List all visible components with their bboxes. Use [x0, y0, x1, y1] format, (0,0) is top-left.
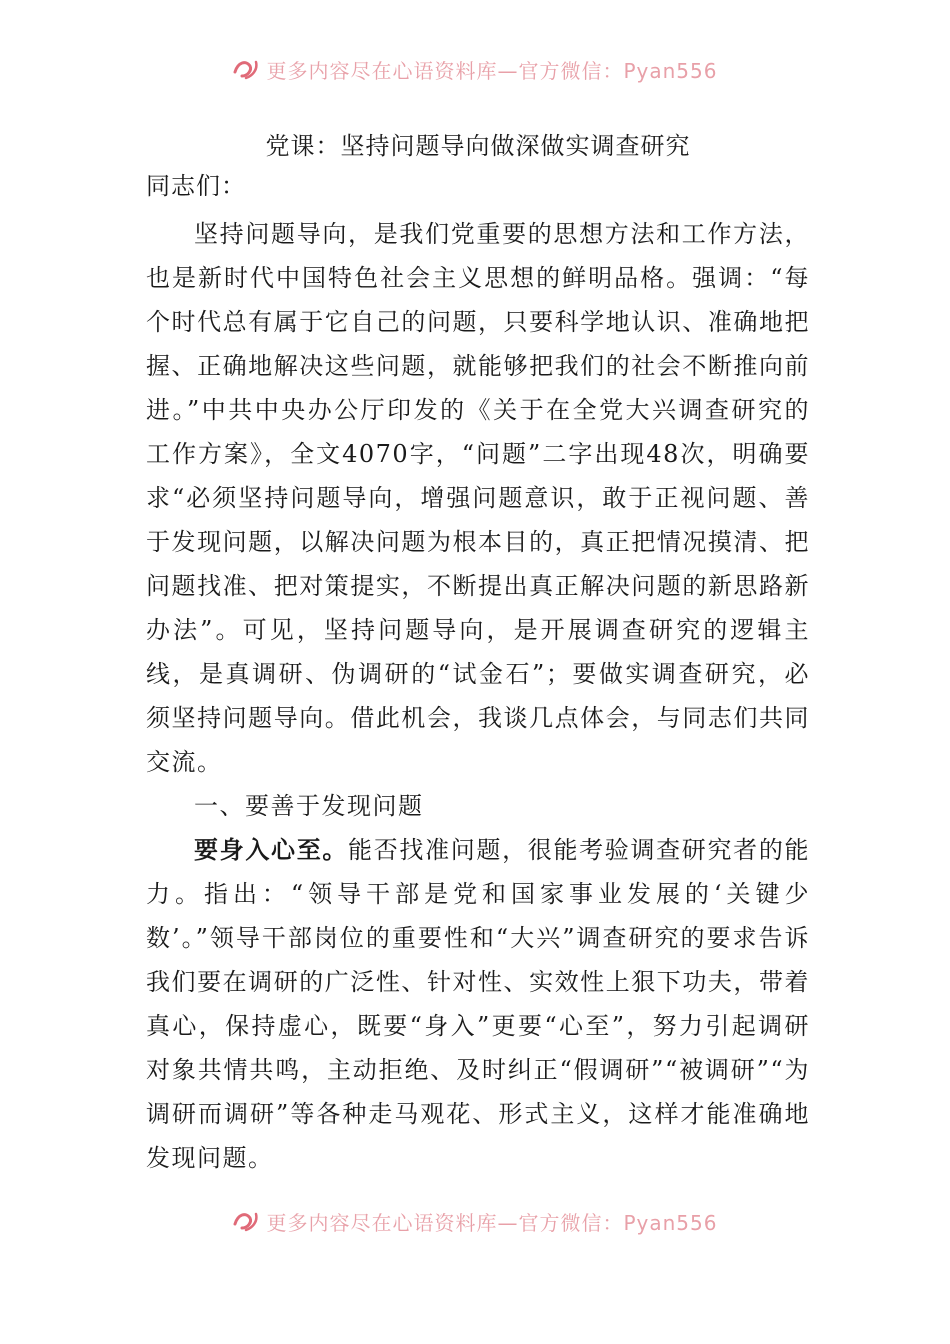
watermark-logo-icon [232, 58, 260, 80]
paragraph-section-1 [146, 828, 810, 1180]
watermark-header [0, 54, 950, 84]
section-1-body: 能否找准问题，很能考验调查研究者的能力。指出：“领导干部是党和国家事业发展的‘关键少数’。”领导干部岗位的重要性和“大兴”调查研究的要求告诉我们要在调研的广泛性、针对性、实效性上狠下功夫，带着真心，保持虚心，既要“身入”更要“心至”，努力引起调研对象共情共鸣，主动拒绝、及时纠正“假调研”“被调研”“为调研而调研”等各种走马观花、形式主义，这样才能准确地发现问题。 [146, 836, 811, 1172]
section-1-lead: 要身入心至。 [194, 835, 349, 864]
watermark-logo-icon [232, 1210, 260, 1232]
watermark-footer [0, 1206, 950, 1236]
document-title: 党课：坚持问题导向做深做实调查研究 [265, 132, 691, 160]
document-body [146, 126, 810, 1180]
section-heading-1: 一、要善于发现问题 [194, 792, 424, 820]
salutation: 同志们： [146, 172, 246, 200]
watermark-text: 更多内容尽在心语资料库—官方微信：Pyan556 [266, 1210, 718, 1235]
paragraph-intro: 坚持问题导向，是我们党重要的思想方法和工作方法，也是新时代中国特色社会主义思想的鲜明品格。强调：“每个时代总有属于它自己的问题，只要科学地认识、准确地把握、正确地解决这些问题，就能够把我们的社会不断推向前进。”中共中央办公厅印发的《关于在全党大兴调查研究的工作方案》，全文4070字，“问题”二字出现48次，明确要求“必须坚持问题导向，增强问题意识，敢于正视问题、善于发现问题，以解决问题为根本目的，真正把情况摸清、把问题找准、把对策提实，不断提出真正解决问题的新思路新办法”。可见，坚持问题导向，是开展调查研究的逻辑主线，是真调研、伪调研的“试金石”；要做实调查研究，必须坚持问题导向。借此机会，我谈几点体会，与同志们共同交流。 [146, 220, 810, 776]
watermark-text: 更多内容尽在心语资料库—官方微信：Pyan556 [266, 58, 718, 83]
